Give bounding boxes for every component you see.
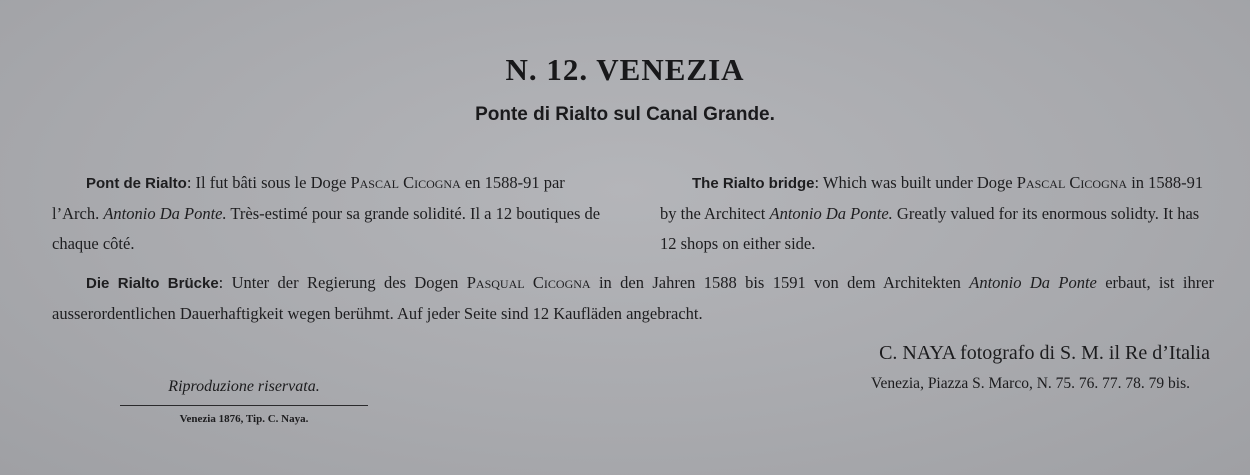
english-label: The Rialto bridge <box>692 175 815 192</box>
photographer-credit: C. NAYA fotografo di S. M. il Re d’Italia <box>879 342 1210 364</box>
photographer-address: Venezia, Piazza S. Marco, N. 75. 76. 77. 78. 79 bis. <box>871 375 1190 392</box>
printer-imprint: Venezia 1876, Tip. C. Naya. <box>179 413 309 425</box>
english-description <box>660 168 1212 259</box>
divider-rule <box>120 405 368 406</box>
german-text-1: : Unter der Regierung des Dogen <box>218 273 467 292</box>
french-text-1: : Il fut bâti sous le Doge <box>186 173 351 192</box>
french-label: Pont de Rialto <box>86 175 187 192</box>
english-text-2: in 1588-91 by the Architect <box>660 173 1204 223</box>
german-description <box>52 268 1214 329</box>
french-text-2: en 1588-91 par l’Arch. <box>52 173 565 223</box>
french-architect-name: Antonio Da Ponte. <box>103 204 227 223</box>
french-description <box>52 168 612 259</box>
german-label: Die Rialto Brücke <box>86 275 219 292</box>
german-doge-name: Pasqual Cicogna <box>466 273 591 292</box>
german-text-2: in den Jahren 1588 bis 1591 von dem Architekten <box>590 273 970 292</box>
page-title: N. 12. VENEZIA <box>505 52 745 87</box>
french-doge-name: Pascal Cicogna <box>350 173 461 192</box>
reproduction-notice: Riproduzione riservata. <box>168 378 320 395</box>
german-architect-name: Antonio Da Ponte <box>969 273 1097 292</box>
english-doge-name: Pascal Cicogna <box>1016 173 1128 192</box>
german-text-3: erbaut, ist ihrer ausserordentlichen Dauerhaftigkeit wegen berühmt. Auf jeder Seite sind 12 Kaufläden angebracht. <box>52 273 1215 323</box>
english-text-1: : Which was built under Doge <box>814 173 1017 192</box>
english-text-3: Greatly valued for its enormous solidty. It has 12 shops on either side. <box>660 204 1200 253</box>
english-architect-name: Antonio Da Ponte. <box>769 204 893 223</box>
french-text-3: Très-estimé pour sa grande solidité. Il a 12 boutiques de chaque côté. <box>52 204 601 253</box>
page-subtitle: Ponte di Rialto sul Canal Grande. <box>475 104 775 125</box>
